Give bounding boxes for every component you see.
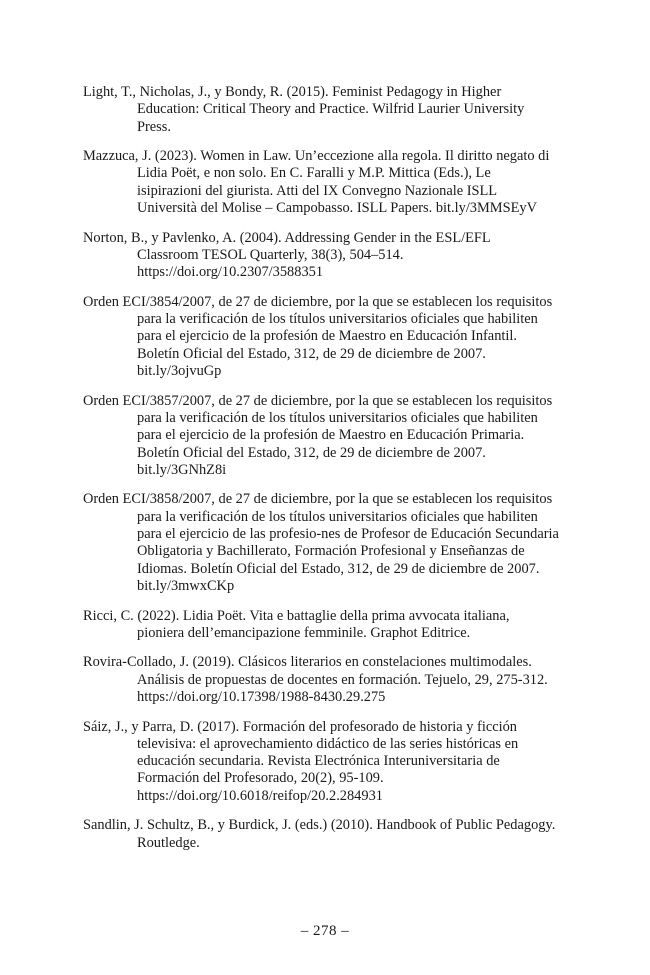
reference-entry: Ricci, C. (2022). Lidia Poët. Vita e battaglie della prima avvocata italiana, pioniera dell’emancipazione femminile. Graphot Editrice. — [83, 607, 510, 641]
reference-entry: Rovira-Collado, J. (2019). Clásicos literarios en constelaciones multimodales. Análisis de propuestas de docentes en formación. Tejuelo, 29, 275-312. https://doi.org/10.17398/1988-8430.29.275 — [83, 654, 548, 705]
reference-list — [83, 84, 573, 864]
page-number: – 278 – — [300, 923, 350, 939]
reference-entry: Mazzuca, J. (2023). Women in Law. Un’eccezione alla regola. Il diritto negato di Lidia Poët, e non solo. En C. Faralli y M.P. Mittica (Eds.), Le isipirazioni del giurista. Atti del IX Convegno Nazionale ISLL Università del Molise – Campobasso. ISLL Papers. bit.ly/3MMSEyV — [83, 148, 550, 217]
reference-entry: Orden ECI/3854/2007, de 27 de diciembre, por la que se establecen los requisitos para la verificación de los títulos universitarios oficiales que habiliten para el ejercicio de la profesión de Maestro en Educación Infantil. Boletín Oficial del Estado, 312, de 29 de diciembre de 2007. bit.ly/3ojvuGp — [83, 293, 553, 380]
reference-entry: Norton, B., y Pavlenko, A. (2004). Addressing Gender in the ESL/EFL Classroom TESOL Quarterly, 38(3), 504–514. https://doi.org/10.2307/3588351 — [83, 229, 491, 281]
reference-entry: Orden ECI/3857/2007, de 27 de diciembre, por la que se establecen los requisitos para la verificación de los títulos universitarios oficiales que habiliten para el ejercicio de la profesión de Maestro en Educación Primaria. Boletín Oficial del Estado, 312, de 29 de diciembre de 2007. bit.ly/3GNhZ8i — [83, 392, 553, 478]
reference-entry: Sáiz, J., y Parra, D. (2017). Formación del profesorado de historia y ficción televisiva: el aprovechamiento didáctico de las series históricas en educación secundaria. Revista Electrónica Interuniversitaria de Formación del Profesorado, 20(2), 95-109. https://doi.org/10.6018/reifop/20.2.284931 — [83, 718, 519, 804]
reference-entry: Orden ECI/3858/2007, de 27 de diciembre, por la que se establecen los requisitos para la verificación de los títulos universitarios oficiales que habiliten para el ejercicio de las profesio-nes de Profesor de Educación Secundaria Obligatoria y Bachillerato, Formación Profesional y Enseñanzas de Idiomas. Boletín Oficial del Estado, 312, de 29 de diciembre de 2007. bit.ly/3mwxCKp — [83, 491, 559, 594]
reference-entry: Light, T., Nicholas, J., y Bondy, R. (2015). Feminist Pedagogy in Higher Education: Critical Theory and Practice. Wilfrid Laurier University Press. — [83, 84, 525, 135]
reference-entry: Sandlin, J. Schultz, B., y Burdick, J. (eds.) (2010). Handbook of Public Pedagogy. Routledge. — [83, 817, 556, 851]
